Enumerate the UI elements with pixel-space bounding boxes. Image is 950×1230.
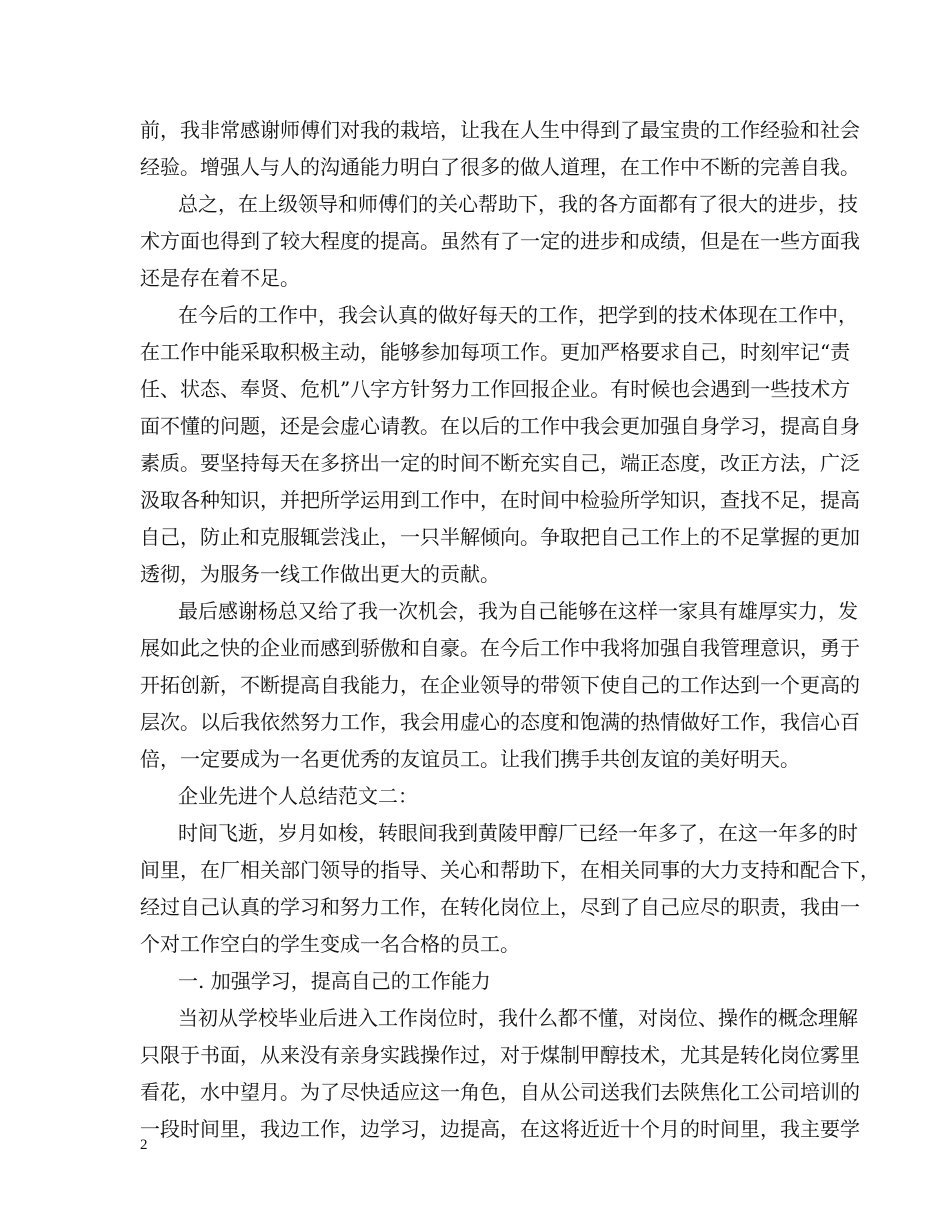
body-text-line: 汲取各种知识，并把所学运用到工作中，在时间中检验所学知识，查找不足，提高 [140, 488, 860, 512]
paragraph-first-line: 当初从学校毕业后进入工作岗位时，我什么都不懂，对岗位、操作的概念理解 [178, 1006, 858, 1030]
body-text-line: 个对工作空白的学生变成一名合格的员工。 [140, 932, 520, 956]
body-text-line: 间里，在厂相关部门领导的指导、关心和帮助下，在相关同事的大力支持和配合下， [140, 858, 880, 882]
body-text-line: 在工作中能采取积极主动，能够参加每项工作。更加严格要求自己，时刻牢记“责 [140, 340, 851, 364]
paragraph-first-line: 总之，在上级领导和师傅们的关心帮助下，我的各方面都有了很大的进步，技 [178, 192, 858, 216]
body-text-line: 看花，水中望月。为了尽快适应这一角色，自从公司送我们去陕焦化工公司培训的 [140, 1080, 860, 1104]
body-text-line: 层次。以后我依然努力工作，我会用虚心的态度和饱满的热情做好工作，我信心百 [140, 710, 860, 734]
paragraph-first-line: 在今后的工作中，我会认真的做好每天的工作，把学到的技术体现在工作中， [178, 303, 858, 327]
page-number: 2 [140, 1137, 148, 1153]
body-text-line: 透彻，为服务一线工作做出更大的贡献。 [140, 562, 500, 586]
paragraph-first-line: 最后感谢杨总又给了我一次机会，我为自己能够在这样一家具有雄厚实力，发 [178, 599, 858, 623]
body-text-line: 任、状态、奉贤、危机”八字方针努力工作回报企业。有时候也会遇到一些技术方 [140, 377, 851, 401]
body-text-line: 只限于书面，从来没有亲身实践操作过，对于煤制甲醇技术，尤其是转化岗位雾里 [140, 1043, 860, 1067]
paragraph-first-line: 时间飞逝，岁月如梭，转眼间我到黄陵甲醇厂已经一年多了，在这一年多的时 [178, 821, 858, 845]
body-text-line: 经验。增强人与人的沟通能力明白了很多的做人道理，在工作中不断的完善自我。 [140, 155, 860, 179]
body-text-line: 素质。要坚持每天在多挤出一定的时间不断充实自己，端正态度，改正方法，广泛 [140, 451, 860, 475]
body-text-line: 一段时间里，我边工作，边学习，边提高，在这将近近十个月的时间里，我主要学 [140, 1117, 860, 1141]
body-text-line: 经过自己认真的学习和努力工作，在转化岗位上，尽到了自己应尽的职责，我由一 [140, 895, 860, 919]
body-text-line: 开拓创新，不断提高自我能力，在企业领导的带领下使自己的工作达到一个更高的 [140, 673, 860, 697]
body-text-line: 还是存在着不足。 [140, 266, 300, 290]
body-text-line: 展如此之快的企业而感到骄傲和自豪。在今后工作中我将加强自我管理意识，勇于 [140, 636, 860, 660]
section-heading: 企业先进个人总结范文二： [178, 784, 418, 808]
body-text-line: 自己，防止和克服辄尝浅止，一只半解倾向。争取把自己工作上的不足掌握的更加 [140, 525, 860, 549]
body-text-line: 面不懂的问题，还是会虚心请教。在以后的工作中我会更加强自身学习，提高自身 [140, 414, 860, 438]
body-text-line: 术方面也得到了较大程度的提高。虽然有了一定的进步和成绩，但是在一些方面我 [140, 229, 860, 253]
body-text-line: 倍，一定要成为一名更优秀的友谊员工。让我们携手共创友谊的美好明天。 [140, 747, 800, 771]
body-text-line: 前，我非常感谢师傅们对我的栽培，让我在人生中得到了最宝贵的工作经验和社会 [140, 118, 860, 142]
subsection-heading: 一. 加强学习，提高自己的工作能力 [178, 969, 491, 993]
